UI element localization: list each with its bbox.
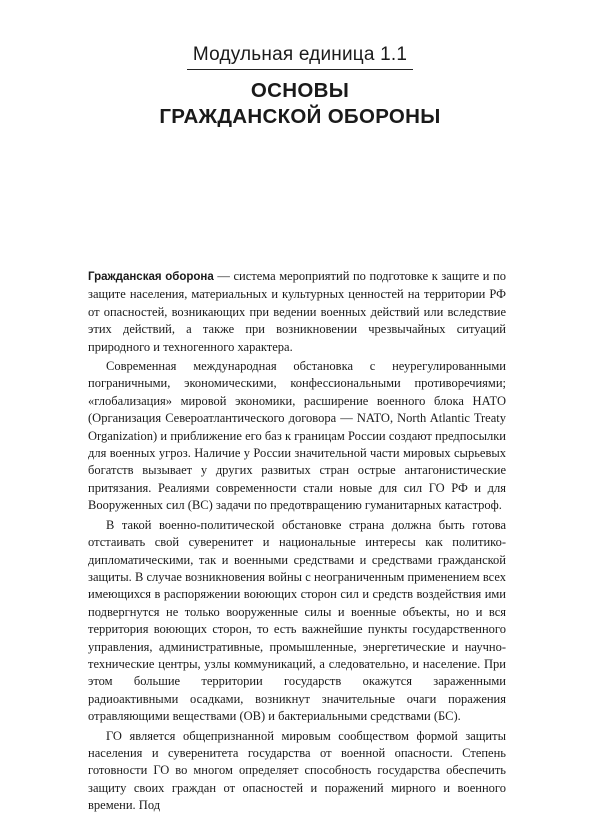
paragraph-4: ГО является общепризнанной мировым сообществом формой защиты населения и суверенитета государства от военной опасности. Степень готовности ГО во многом определяет способность государства обеспечить защиту своих граждан от опасностей и поражений мирного и военного времени. Под (88, 728, 506, 813)
body-text (88, 268, 506, 817)
definition-term: Гражданская оборона (88, 271, 214, 283)
chapter-header (0, 44, 600, 130)
paragraph-2: Современная международная обстановка с неурегулированными пограничными, экономическими, конфессиональными противоречиями; «глобализация» мировой экономики, расширение военного блока НАТО (Организация Североатлантического договора — NATO, North Atlantic Treaty Organization) и приближение его баз к границам России создают предпосылки для военных угроз. Наличие у России значительной части мировых сырьевых богатств вызывает у других развитых стран острые антагонистические притязания. Реалиями современности стали новые для сил ГО РФ и для Вооруженных сил (ВС) задачи по предотвращению гуманитарных катастроф. (88, 359, 506, 513)
module-label: Модульная единица 1.1 (187, 44, 413, 70)
chapter-title (0, 78, 600, 130)
chapter-title-line-2: ГРАЖДАНСКОЙ ОБОРОНЫ (159, 105, 441, 128)
paragraph-1 (88, 268, 506, 356)
chapter-title-line-1: ОСНОВЫ (250, 79, 350, 102)
paragraph-3: В такой военно-политической обстановке страна должна быть готова отстаивать свой суверенитет и национальные интересы как политико-дипломатическими, так и военными средствами и средствами гражданской защиты. В случае возникновения войны с неограниченным применением всех имеющихся в распоряжении воюющих сторон сил и средств воздействия ими подвергнутся не только вооруженные силы и военные объекты, но и вся территория воюющих сторон, то есть важнейшие пункты государственного управления, административные, промышленные, энергетические и научно-технические центры, узлы коммуникаций, а следовательно, и население. При этом большие территории государств окажутся зараженными радиоактивными осадками, возникнут значительные очаги поражения отравляющими веществами (ОВ) и бактериальными средствами (БС). (88, 517, 506, 724)
definition-text: — система мероприятий по подготовке к защите и по защите населения, материальных и культурных ценностей на территории РФ от опасностей, возникающих при ведении военных действий или вследствие этих действий, а также при возникновении чрезвычайных ситуаций природного и техногенного характера. (88, 269, 506, 354)
